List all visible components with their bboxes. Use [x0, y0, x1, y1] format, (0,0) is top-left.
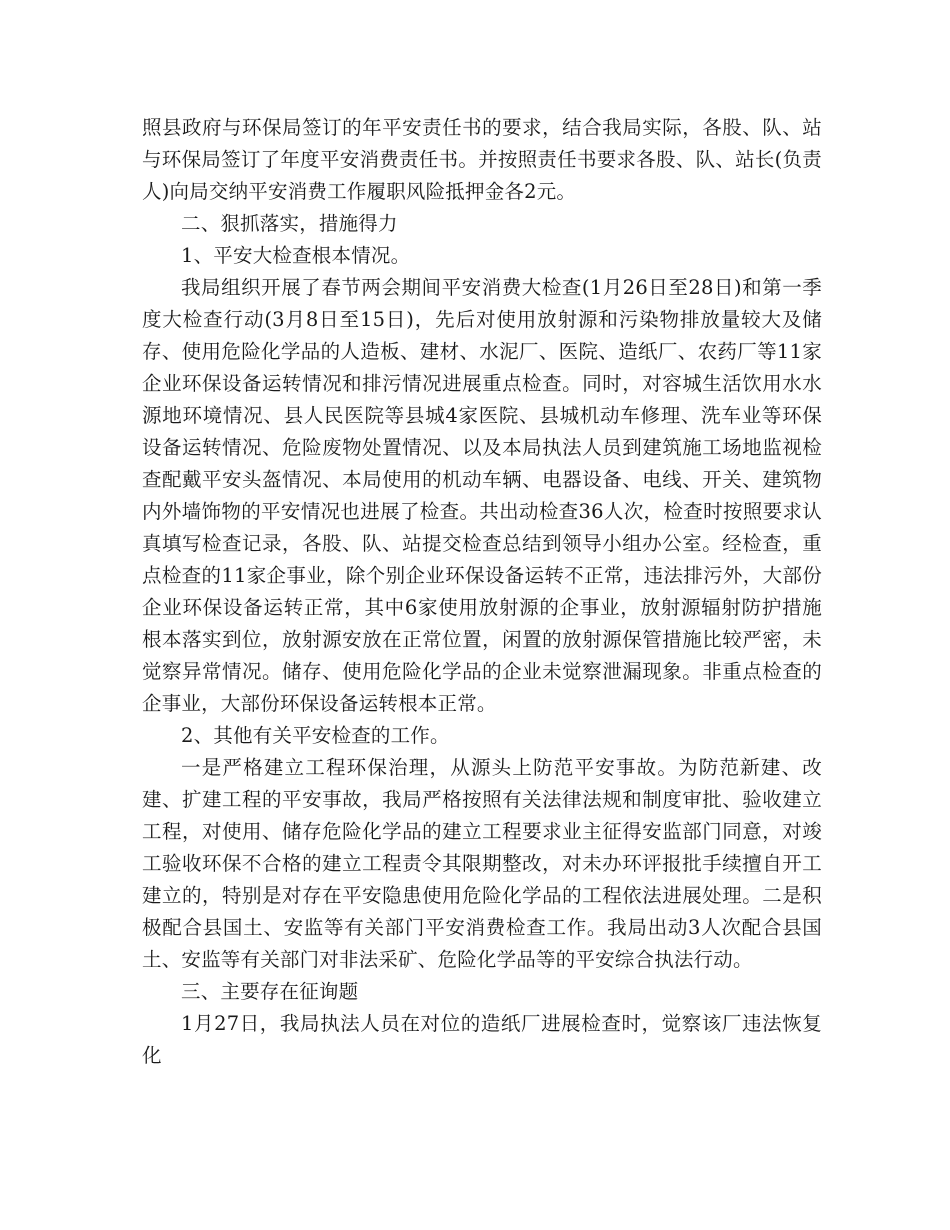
subsection-heading-2-1: 1、平安大检查根本情况。: [181, 244, 411, 267]
subsection-heading-2-2: 2、其他有关平安检查的工作。: [181, 724, 450, 747]
paragraph-problems: 1月27日，我局执法人员在对位的造纸厂进展检查时，觉察该厂违法恢复化: [142, 1012, 822, 1067]
paragraph-other-inspections: 一是严格建立工程环保治理，从源头上防范平安事故。为防范新建、改建、扩建工程的平安事故，我局严格按照有关法律法规和制度审批、验收建立工程，对使用、储存危险化学品的建立工程要求业主征得安监部门同意，对竣工验收环保不合格的建立工程责令其限期整改，对未办环评报批手续擅自开工建立的，特别是对存在平安隐患使用危险化学品的工程依法进展处理。二是积极配合县国土、安监等有关部门平安消费检查工作。我局出动3人次配合县国土、安监等有关部门对非法采矿、危险化学品等的平安综合执法行动。: [142, 756, 822, 971]
document-body: [142, 112, 822, 1072]
paragraph-inspection-details: 我局组织开展了春节两会期间平安消费大检查(1月26日至28日)和第一季度大检查行动(3月8日至15日)，先后对使用放射源和污染物排放量较大及储存、使用危险化学品的人造板、建材、水泥厂、医院、造纸厂、农药厂等11家企业环保设备运转情况和排污情况进展重点检查。同时，对容城生活饮用水水源地环境情况、县人民医院等县城4家医院、县城机动车修理、洗车业等环保设备运转情况、危险废物处置情况、以及本局执法人员到建筑施工场地监视检查配戴平安头盔情况、本局使用的机动车辆、电器设备、电线、开关、建筑物内外墙饰物的平安情况也进展了检查。共出动检查36人次，检查时按照要求认真填写检查记录，各股、队、站提交检查总结到领导小组办公室。经检查，重点检查的11家企事业，除个别企业环保设备运转不正常，违法排污外，大部份企业环保设备运转正常，其中6家使用放射源的企事业，放射源辐射防护措施根本落实到位，放射源安放在正常位置，闲置的放射源保管措施比较严密，未觉察异常情况。储存、使用危险化学品的企业未觉察泄漏现象。非重点检查的企事业，大部份环保设备运转根本正常。: [142, 276, 822, 715]
section-heading-3: 三、主要存在征询题: [181, 980, 359, 1003]
section-heading-2: 二、狠抓落实，措施得力: [181, 212, 398, 235]
paragraph-continuation: 照县政府与环保局签订的年平安责任书的要求，结合我局实际，各股、队、站与环保局签订了年度平安消费责任书。并按照责任书要求各股、队、站长(负责人)向局交纳平安消费工作履职风险抵押金各2元。: [142, 116, 822, 203]
